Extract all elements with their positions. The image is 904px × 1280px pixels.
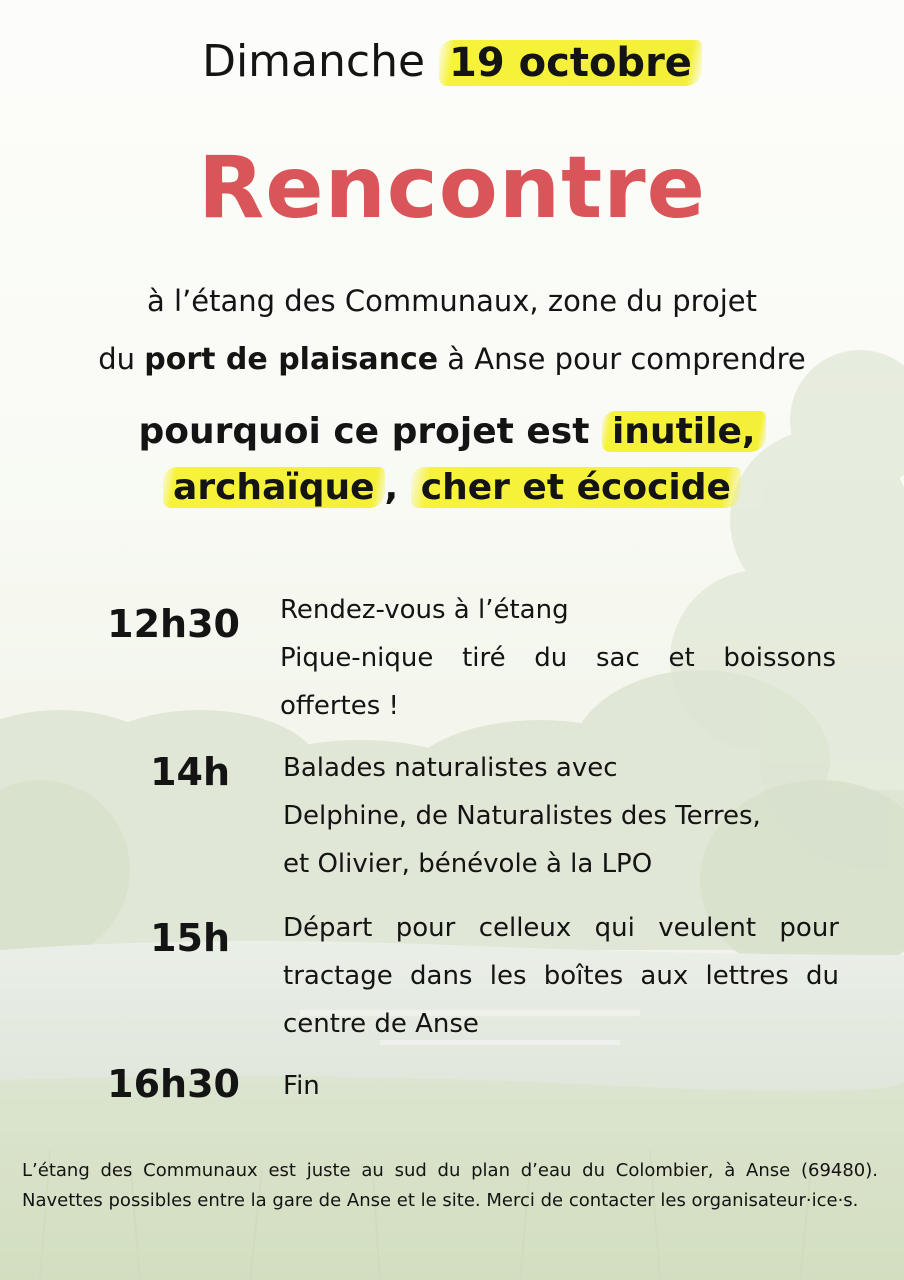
date-weekday: Dimanche <box>202 36 426 87</box>
headline-line-2 <box>0 460 904 516</box>
schedule-time-4: 16h30 <box>107 1062 240 1106</box>
event-intro <box>0 272 904 389</box>
headline-comma: , <box>384 467 399 508</box>
schedule-time-2: 14h <box>150 750 230 794</box>
headline-highlight-archaique: archaïque <box>163 467 384 508</box>
schedule-desc-1 <box>280 586 836 730</box>
intro-line-2-start: du <box>98 342 136 376</box>
intro-line-2-end: à Anse pour comprendre <box>447 342 806 376</box>
schedule-desc-3: Départ pour celleux qui veulent pour tractage dans les boîtes aux lettres du centre de Anse <box>283 913 839 1039</box>
headline-part-1: pourquoi ce projet est <box>138 411 590 452</box>
schedule-desc-4: Fin <box>283 1071 320 1101</box>
headline-highlight-inutile: inutile, <box>602 411 766 452</box>
poster-title: Rencontre <box>198 138 706 238</box>
schedule-time-3: 15h <box>150 916 230 960</box>
schedule-time-1: 12h30 <box>107 602 240 646</box>
schedule-1-line-2: Pique-nique tiré du sac et boissons offertes ! <box>280 643 836 721</box>
headline <box>0 404 904 516</box>
footer-info: L’étang des Communaux est juste au sud du plan d’eau du Colombier, à Anse (69480). Navettes possibles entre la gare de Anse et le site. Merci de contacter les organisateur·ice·s. <box>22 1160 878 1211</box>
intro-line-1: à l’étang des Communaux, zone du projet <box>147 284 757 318</box>
headline-highlight-cher-ecocide: cher et écocide <box>411 467 741 508</box>
schedule-desc-2 <box>283 744 839 888</box>
schedule-2-line-3: et Olivier, bénévole à la LPO <box>283 849 653 879</box>
schedule-1-line-1: Rendez-vous à l’étang <box>280 595 569 625</box>
headline-line-1 <box>0 404 904 460</box>
date-day-month: 19 octobre <box>439 40 702 86</box>
schedule-2-line-1: Balades naturalistes avec <box>283 753 618 783</box>
intro-line-2-bold: port de plaisance <box>144 342 439 377</box>
schedule-2-line-2: Delphine, de Naturalistes des Terres, <box>283 801 761 831</box>
event-date <box>0 30 904 95</box>
intro-line-2 <box>0 330 904 389</box>
